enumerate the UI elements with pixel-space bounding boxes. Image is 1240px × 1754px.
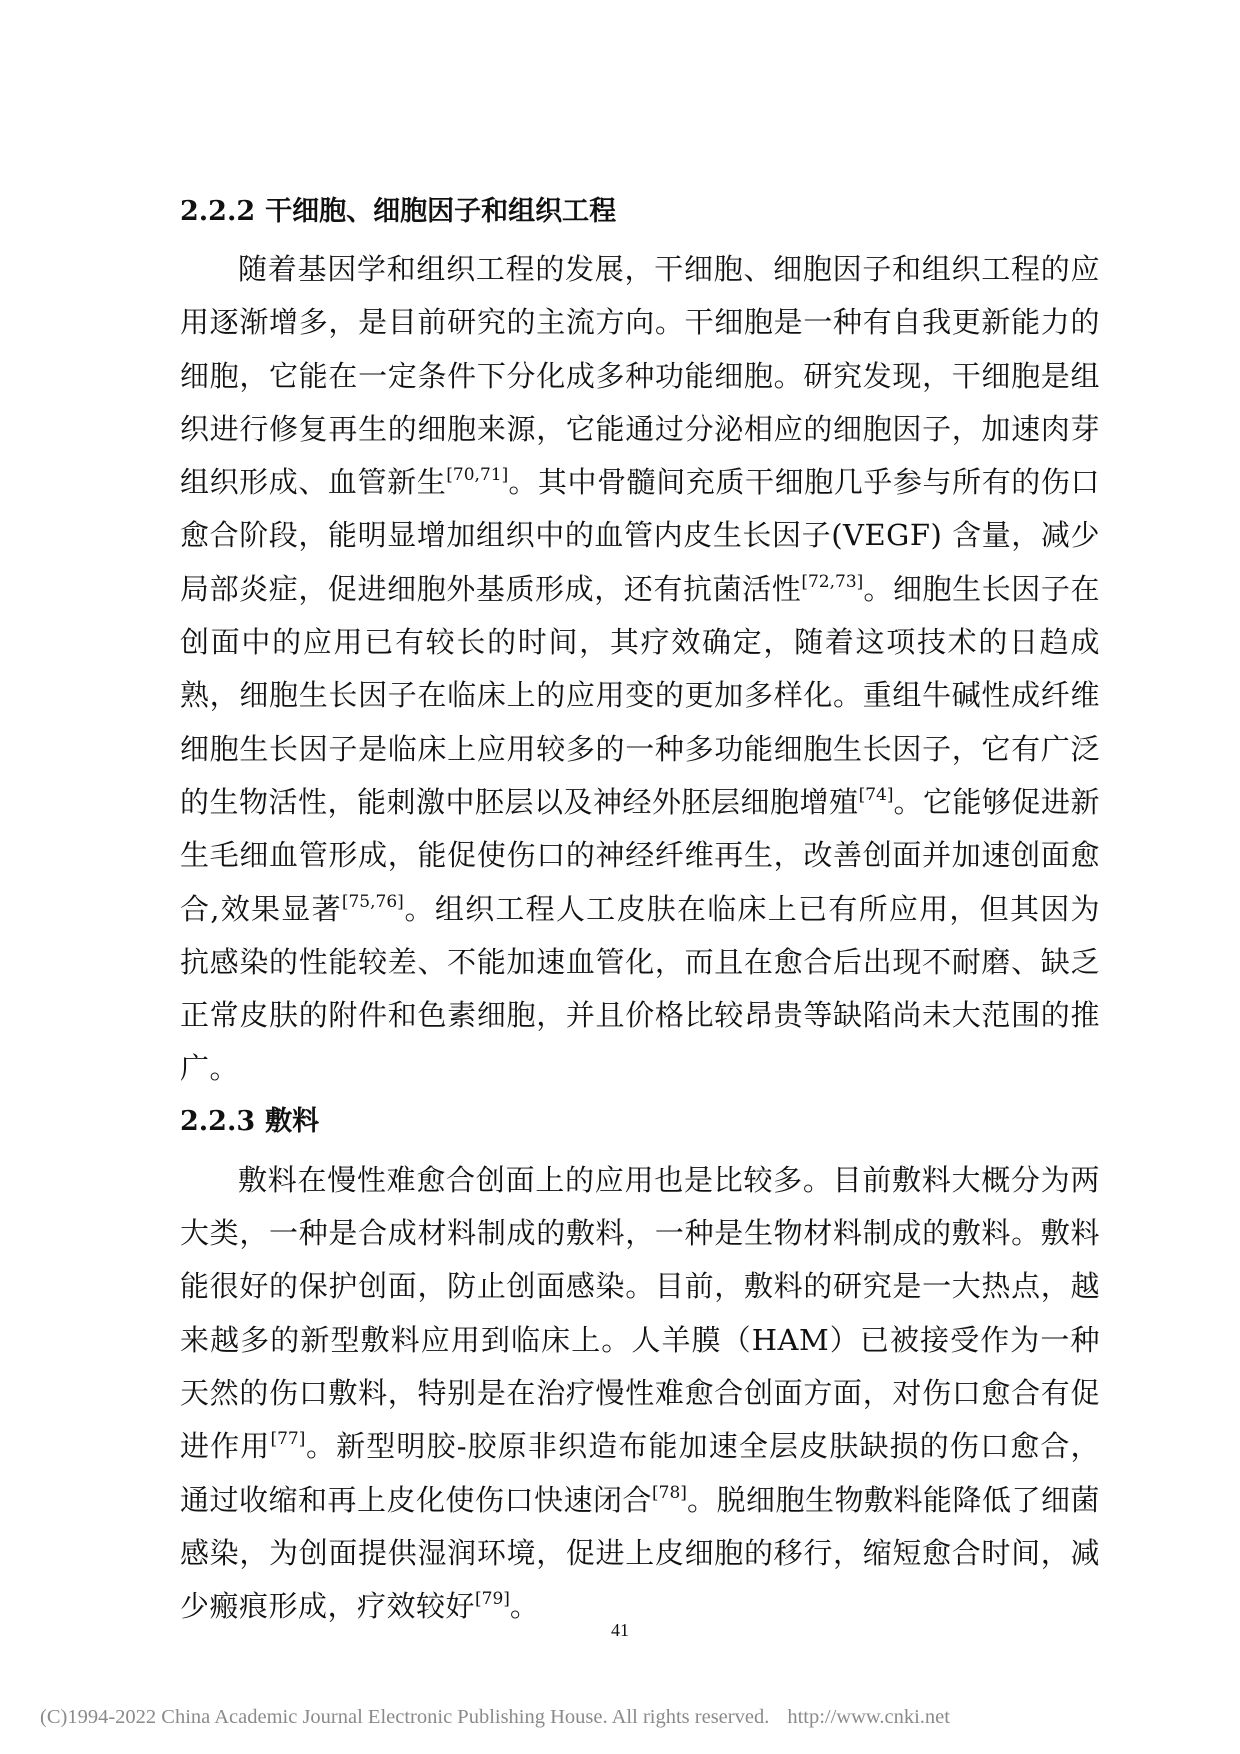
text-run: 。脱细胞生物敷料能降低了细菌感染，为创面提供湿润环境，促进上皮细胞的移行，缩短愈合时间，减少瘢痕形成，疗效较好	[180, 1482, 1100, 1624]
copyright-text: (C)1994-2022 China Academic Journal Electronic Publishing House. All rights reserved.	[40, 1706, 770, 1728]
text-run: 。	[509, 1589, 540, 1624]
citation-ref: [78]	[652, 1482, 687, 1503]
citation-ref: [75,76]	[341, 891, 404, 912]
text-run: 敷料在慢性难愈合创面上的应用也是比较多。目前敷料大概分为两大类，一种是合成材料制成的敷料，一种是生物材料制成的敷料。敷料能很好的保护创面，防止创面感染。目前，敷料的研究是一大热点，越来越多的新型敷料应用到临床上。人羊膜（HAM）已被接受作为一种天然的伤口敷料，特别是在治疗慢性难愈合创面方面，对伤口愈合有促进作用	[180, 1162, 1100, 1464]
paragraph-stem-cells	[180, 243, 1100, 1096]
text-run: 。它能够促进新生毛细血管形成，能促使伤口的神经纤维再生，改善创面并加速创面愈合,效果显著	[180, 784, 1100, 926]
paragraph-dressings	[180, 1154, 1100, 1634]
citation-ref: [79]	[475, 1589, 510, 1610]
citation-ref: [70,71]	[446, 465, 509, 486]
copyright-footer	[40, 1706, 950, 1729]
citation-ref: [72,73]	[801, 571, 864, 592]
citation-ref: [74]	[858, 784, 894, 805]
text-run: 。其中骨髓间充质干细胞几乎参与所有的伤口愈合阶段，能明显增加组织中的血管内皮生长因子(VEGF) 含量，减少局部炎症，促进细胞外基质形成，还有抗菌活性	[180, 465, 1100, 606]
citation-ref: [77]	[270, 1429, 306, 1450]
text-run: 。细胞生长因子在创面中的应用已有较长的时间，其疗效确定，随着这项技术的日趋成熟，细胞生长因子在临床上的应用变的更加多样化。重组牛碱性成纤维细胞生长因子是临床上应用较多的一种多功能细胞生长因子，它有广泛的生物活性，能刺激中胚层以及神经外胚层细胞增殖	[180, 571, 1100, 819]
section-title: 敷料	[265, 1105, 320, 1137]
section-number: 2.2.3	[180, 1105, 256, 1137]
section-number: 2.2.2	[180, 196, 256, 227]
section-title: 干细胞、细胞因子和组织工程	[265, 196, 617, 227]
footer-url: http://www.cnki.net	[787, 1706, 950, 1728]
text-run: 随着基因学和组织工程的发展，干细胞、细胞因子和组织工程的应用逐渐增多，是目前研究的主流方向。干细胞是一种有自我更新能力的细胞，它能在一定条件下分化成多种功能细胞。研究发现，干细胞是组织进行修复再生的细胞来源，它能通过分泌相应的细胞因子，加速肉芽组织形成、血管新生	[180, 252, 1100, 500]
section-heading-2-2-3	[180, 1100, 1100, 1144]
section-heading-2-2-2	[180, 190, 1100, 234]
text-run: 。组织工程人工皮肤在临床上已有所应用，但其因为抗感染的性能较差、不能加速血管化，而且在愈合后出现不耐磨、缺乏正常皮肤的附件和色素细胞，并且价格比较昂贵等缺陷尚未大范围的推广。	[180, 891, 1100, 1086]
text-run: 。新型明胶-胶原非织造布能加速全层皮肤缺损的伤口愈合，通过收缩和再上皮化使伤口快速闭合	[180, 1429, 1100, 1517]
page-number: 41	[611, 1620, 629, 1640]
page-content	[180, 190, 1100, 1633]
